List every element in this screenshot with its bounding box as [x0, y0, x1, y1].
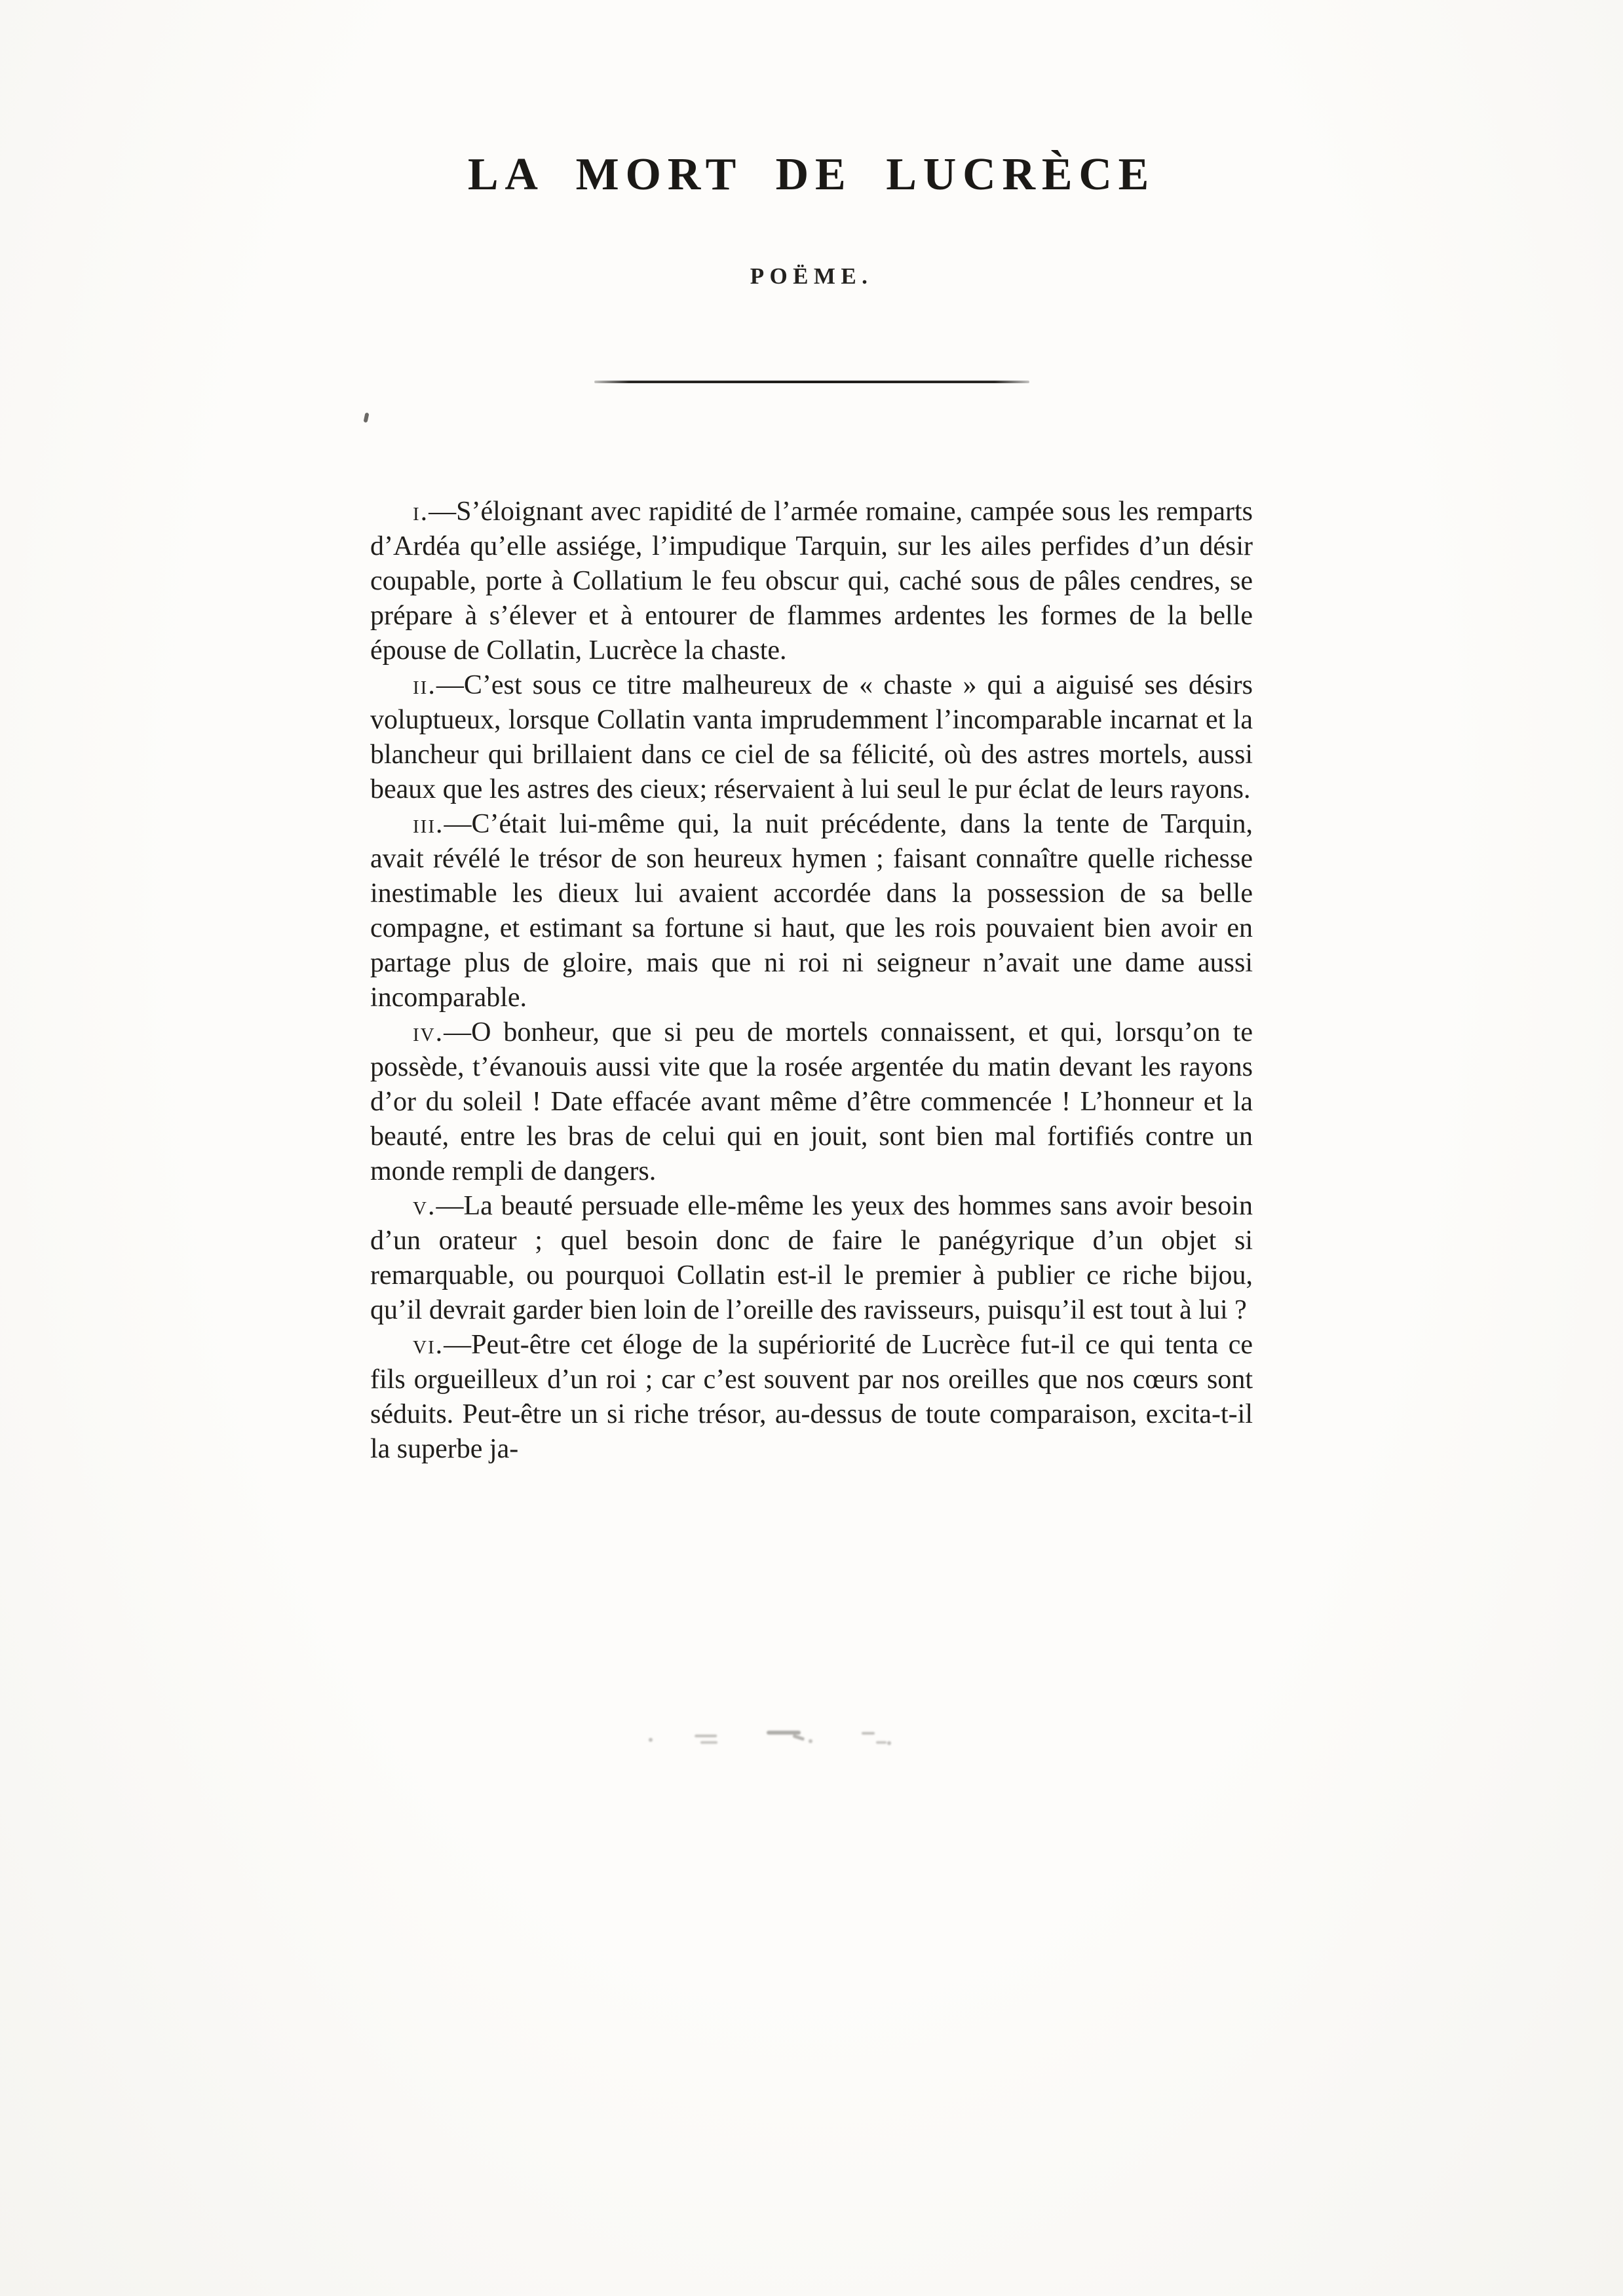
page-title: LA MORT DE LUCRÈCE [467, 149, 1156, 200]
scan-smudge [645, 1723, 934, 1752]
stanza-2-numeral: ii. [413, 670, 436, 700]
stanza-1 [370, 495, 1253, 668]
stanza-6 [370, 1328, 1253, 1467]
scan-speck [364, 413, 370, 423]
stanza-4-text: —O bonheur, que si peu de mortels connaissent, et qui, lorsqu’on te possède, t’évanouis aussi vite que la rosée argentée du matin devant les rayons d’or du soleil ! Date effacée avant même d’être commencée ! L’honneur et la beauté, entre les bras de celui qui en jouit, sont bien mal fortifiés contre un monde rempli de dangers. [370, 1017, 1253, 1186]
stanza-1-numeral: i. [413, 497, 429, 527]
stanza-4 [370, 1015, 1253, 1189]
stanza-6-numeral: vi. [413, 1330, 444, 1360]
stanza-4-numeral: iv. [413, 1017, 444, 1047]
stanza-3-numeral: iii. [413, 809, 444, 839]
page-subtitle: POËME. [750, 263, 873, 289]
divider-rule [594, 381, 1029, 383]
stanza-3-text: —C’était lui-même qui, la nuit précédente, dans la tente de Tarquin, avait révélé le trésor de son heureux hymen ; faisant connaître quelle richesse inestimable les dieux lui avaient accordée dans la possession de sa belle compagne, et estimant sa fortune si haut, que les rois pouvaient bien avoir en partage plus de gloire, mais que ni roi ni seigneur n’avait une dame aussi incomparable. [370, 809, 1253, 1013]
stanza-2-text: —C’est sous ce titre malheureux de « chaste » qui a aiguisé ses désirs voluptueux, lorsque Collatin vanta imprudemment l’incomparable incarnat et la blancheur qui brillaient dans ce ciel de sa félicité, où des astres mortels, aussi beaux que les astres des cieux; réservaient à lui seul le pur éclat de leurs rayons. [370, 670, 1253, 804]
stanza-1-text: —S’éloignant avec rapidité de l’armée romaine, campée sous les remparts d’Ardéa qu’elle assiége, l’impudique Tarquin, sur les ailes perfides d’un désir coupable, porte à Collatium le feu obscur qui, caché sous de pâles cendres, se prépare à s’élever et à entourer de flammes ardentes les formes de la belle épouse de Collatin, Lucrèce la chaste. [370, 497, 1253, 666]
stanza-5 [370, 1189, 1253, 1328]
stanza-2 [370, 668, 1253, 807]
stanza-6-text: —Peut-être cet éloge de la supériorité de Lucrèce fut-il ce qui tenta ce fils orgueilleux d’un roi ; car c’est souvent par nos oreilles que nos cœurs sont séduits. Peut-être un si riche trésor, au-dessus de toute comparaison, excita-t-il la superbe ja- [370, 1330, 1253, 1464]
stanza-3 [370, 807, 1253, 1015]
stanza-5-text: —La beauté persuade elle-même les yeux des hommes sans avoir besoin d’un orateur ; quel besoin donc de faire le panégyrique d’un objet si remarquable, ou pourquoi Collatin est-il le premier à publier ce riche bijou, qu’il devrait garder bien loin de l’oreille des ravisseurs, puisqu’il est tout à lui ? [370, 1191, 1253, 1325]
stanza-5-numeral: v. [413, 1191, 436, 1221]
poem-text [370, 495, 1253, 1467]
